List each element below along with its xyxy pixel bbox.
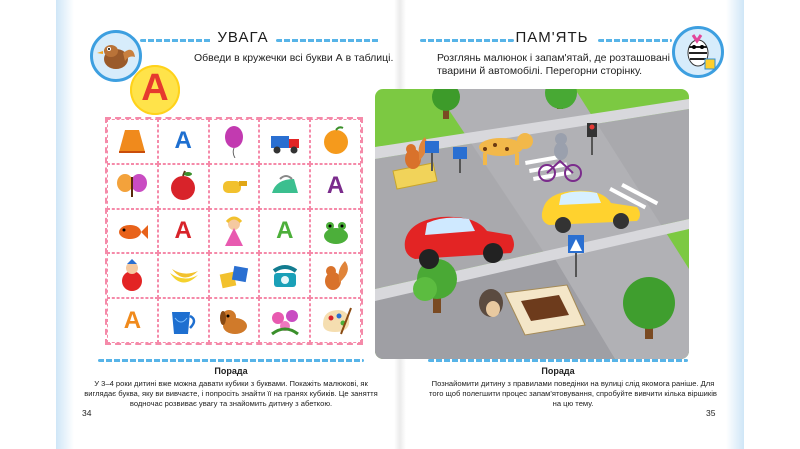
squirrel-icon (319, 259, 353, 293)
grid-cell (209, 209, 260, 254)
grid-cell (310, 209, 361, 254)
grid-cell (158, 253, 209, 298)
instruction-text: Обведи в кружечки всі букви А в таблиці. (194, 52, 394, 64)
telephone-icon (268, 259, 302, 293)
fish-icon (115, 214, 149, 248)
grid-cell (107, 119, 158, 164)
tip-rule-right (428, 359, 688, 362)
big-letter: А (141, 67, 169, 109)
tip-title: Порада (214, 366, 248, 376)
grid-cell (209, 164, 260, 209)
tip-line: У 3–4 роки дитині вже можна давати кубики з буквами. Покажіть малюкові, як (94, 379, 368, 388)
balloon-icon (217, 124, 251, 158)
tip-line: на цю тему. (552, 399, 594, 408)
toy-blocks-icon (217, 259, 251, 293)
grid-cell (107, 253, 158, 298)
tip-line: водночас розвиває увагу та знайомить дитину з абеткою. (129, 399, 333, 408)
flowers-icon (268, 304, 302, 338)
doll-icon (217, 214, 251, 248)
grid-cell (107, 164, 158, 209)
page-title: УВАГА (217, 29, 269, 46)
instruction-text (437, 52, 697, 78)
grid-cell (310, 298, 361, 343)
roly-poly-toy-icon (115, 259, 149, 293)
grid-letter-a: А (174, 216, 192, 244)
grid-letter-a: А (276, 216, 294, 244)
grid-cell (158, 209, 209, 254)
tip-text (420, 379, 726, 409)
instruction-line: Розглянь малюнок і запам'ятай, де розташовані (437, 52, 670, 64)
hedgehog-icon (479, 289, 503, 317)
page-number: 35 (706, 408, 716, 418)
tip-text (82, 379, 380, 409)
bananas-icon (166, 259, 200, 293)
orange-icon (319, 124, 353, 158)
tip-rule-left (98, 359, 364, 362)
letter-search-grid (105, 117, 363, 345)
grid-cell (209, 119, 260, 164)
tip-line: виглядає буква, яку ви вивчаєте, і попросіть знайти її на гранях кубиків. Це заняття (84, 389, 378, 398)
grid-letter-a: А (123, 306, 142, 334)
grid-cell (259, 253, 310, 298)
butterfly-icon (115, 169, 149, 203)
grid-cell (259, 119, 310, 164)
tip-title: Порада (541, 366, 575, 376)
title-rule-right-b (598, 39, 672, 42)
grid-cell (259, 298, 310, 343)
grid-cell (158, 298, 209, 343)
tip-line: Познайомити дитину з правилами поведінки на вулиці слід якомога раніше. Для (431, 379, 715, 388)
tip-line: того щоб полегшити процес запам'ятовування, спробуйте вивчити кілька віршиків (429, 389, 717, 398)
title-rule-left-b (276, 39, 380, 42)
grid-cell (209, 298, 260, 343)
cup-icon (166, 304, 200, 338)
whistle-icon (217, 169, 251, 203)
apple-icon (166, 169, 200, 203)
grid-cell (107, 209, 158, 254)
title-rule-right-a (420, 39, 514, 42)
page-number: 34 (82, 408, 92, 418)
title-rule-left-a (140, 39, 212, 42)
street-scene-svg (375, 89, 689, 359)
street-scene-illustration (375, 89, 689, 359)
grid-cell (310, 119, 361, 164)
puppy-icon (217, 304, 251, 338)
grid-letter-a: А (326, 172, 345, 200)
grid-cell (209, 253, 260, 298)
paint-palette-icon (319, 304, 353, 338)
grid-cell (310, 164, 361, 209)
left-page (56, 0, 400, 449)
frog-icon (319, 214, 353, 248)
grid-cell (158, 164, 209, 209)
instruction-line: тварини й автомобілі. Перегорни сторінку. (437, 65, 643, 77)
grid-letter-a: А (174, 127, 192, 155)
grid-cell (259, 164, 310, 209)
grid-cell (310, 253, 361, 298)
toy-truck-icon (268, 124, 302, 158)
grid-cell (259, 209, 310, 254)
big-letter-badge (130, 65, 180, 115)
iron-icon (268, 169, 302, 203)
grid-cell (158, 119, 209, 164)
skirt-icon (115, 124, 149, 158)
page-title: ПАМ'ЯТЬ (515, 29, 589, 46)
grid-cell (107, 298, 158, 343)
